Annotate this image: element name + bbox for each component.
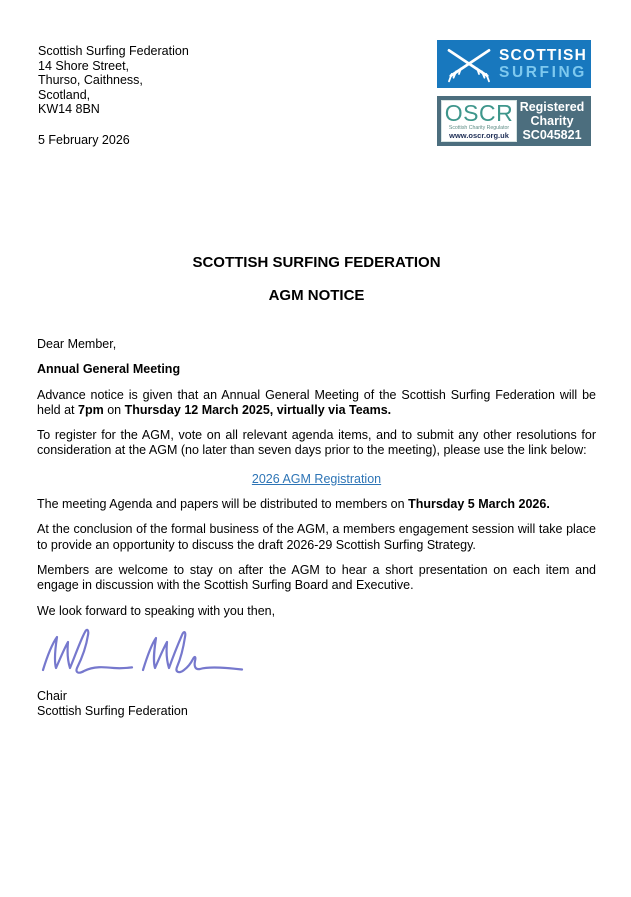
sign-off-block	[37, 689, 596, 720]
crossed-surfboards-icon	[441, 44, 497, 84]
letter-title: SCOTTISH SURFING FEDERATION	[192, 254, 441, 271]
letter-content	[37, 246, 596, 720]
letter-date: 5 February 2026	[38, 132, 130, 147]
registered-charity-label	[517, 100, 587, 142]
oscr-url: www.oscr.org.uk	[449, 130, 509, 140]
agenda-text: The meeting Agenda and papers will be distributed to members on	[37, 497, 409, 512]
sender-postcode: KW14 8BN	[38, 102, 100, 117]
paragraph-register: To register for the AGM, vote on all relevant agenda items, and to submit any other resolutions for consideration at the AGM (no later than seven days prior to the meeting), please use the link below:	[37, 428, 596, 458]
surfing-wordmark	[499, 47, 587, 81]
paragraph-agenda	[37, 497, 596, 512]
logo-stack	[437, 40, 591, 146]
salutation: Dear Member,	[37, 337, 117, 351]
registered-charity-line2: Charity	[530, 114, 574, 128]
registered-charity-number: SC045821	[522, 128, 582, 142]
advance-time: 7pm	[78, 402, 104, 417]
oscr-logo	[441, 100, 517, 142]
oscr-charity-badge	[437, 96, 591, 146]
handwritten-signature	[37, 626, 247, 680]
oscr-acronym: OSCR	[444, 99, 514, 126]
agm-heading: Annual General Meeting	[37, 362, 181, 377]
sender-town: Thurso, Caithness,	[38, 73, 143, 88]
sign-off-org: Scottish Surfing Federation	[37, 704, 188, 719]
letter-subtitle: AGM NOTICE	[268, 287, 365, 304]
paragraph-conclusion: At the conclusion of the formal business of the AGM, a members engagement session will take place to provide an opportunity to discuss the draft 2026-29 Scottish Surfing Strategy.	[37, 522, 596, 552]
paragraph-stay-on: Members are welcome to stay on after the AGM to hear a short presentation on each item and engage in discussion with the Scottish Surfing Board and Executive.	[37, 562, 596, 593]
scottish-surfing-logo	[437, 40, 591, 88]
surfing-wordmark-line1: SCOTTISH	[499, 47, 587, 64]
advance-on: on	[103, 402, 125, 417]
oscr-regulator-label: Scottish Charity Regulator	[448, 124, 510, 131]
sender-street: 14 Shore Street,	[38, 58, 130, 73]
agm-registration-link[interactable]: 2026 AGM Registration	[251, 471, 382, 486]
paragraph-advance-notice	[37, 388, 596, 419]
advance-date: Thursday 12 March 2025, virtually via Teams.	[124, 402, 392, 417]
surfing-wordmark-line2: SURFING	[499, 64, 587, 81]
sign-off-role: Chair	[37, 688, 67, 703]
agenda-date: Thursday 5 March 2026.	[408, 497, 550, 512]
advance-text: Advance notice is given that an Annual General Meeting of the Scottish Surfing Federation will be held at	[37, 387, 596, 417]
sender-org: Scottish Surfing Federation	[38, 44, 189, 58]
sender-country: Scotland,	[38, 87, 91, 102]
registered-charity-line1: Registered	[519, 100, 585, 114]
registration-link-row	[37, 472, 596, 487]
paragraph-closing: We look forward to speaking with you then,	[37, 603, 276, 618]
sender-address-block	[38, 44, 189, 148]
